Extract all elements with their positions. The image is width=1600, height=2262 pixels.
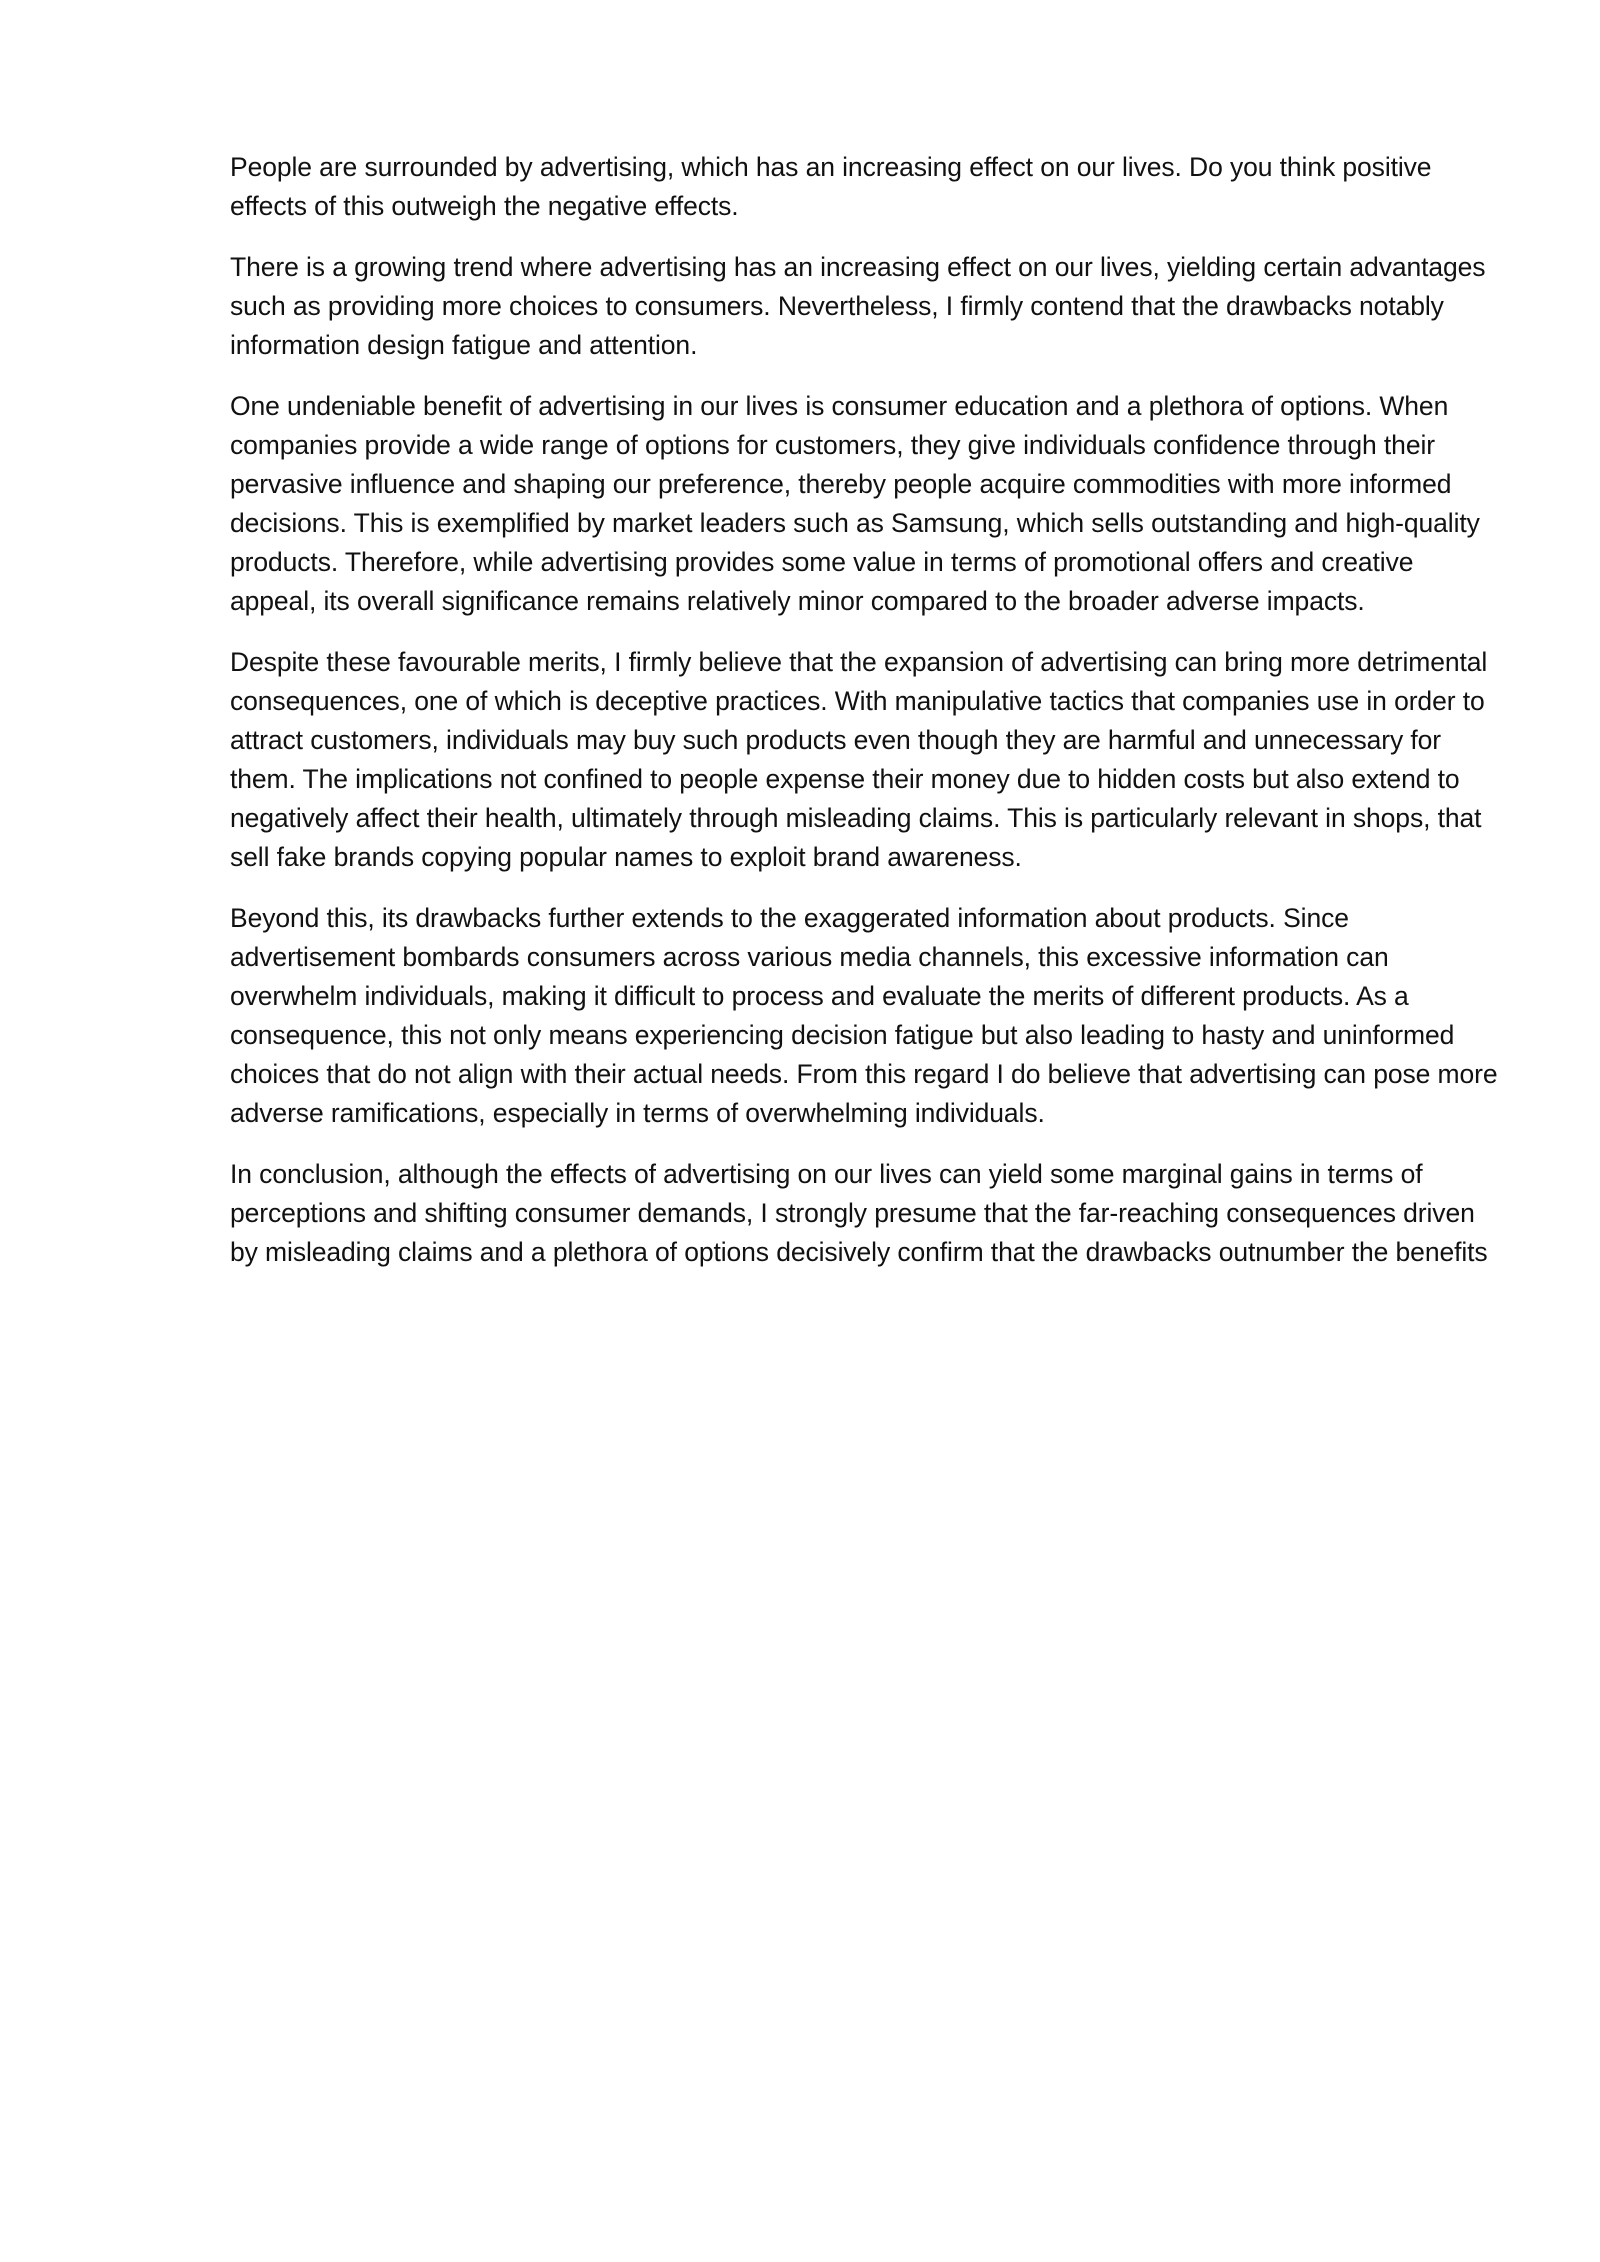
- body-paragraph-information-overload: Beyond this, its drawbacks further extends to the exaggerated information about products. Since advertisement bombards consumers across various media channels, this excessive information can overwhelm individuals, making it difficult to process and evaluate the merits of different products. As a consequence, this not only means experiencing decision fatigue but also leading to hasty and uninformed choices that do not align with their actual needs. From this regard I do believe that advertising can pose more adverse ramifications, especially in terms of overwhelming individuals.: [230, 903, 1498, 1128]
- body-paragraph-benefits: One undeniable benefit of advertising in our lives is consumer education and a plethora of options. When companies provide a wide range of options for customers, they give individuals confidence through their pervasive influence and shaping our preference, thereby people acquire commodities with more informed decisions. This is exemplified by market leaders such as Samsung, which sells outstanding and high-quality products. Therefore, while advertising provides some value in terms of promotional offers and creative appeal, its overall significance remains relatively minor compared to the broader adverse impacts.: [230, 391, 1480, 616]
- essay-prompt: People are surrounded by advertising, which has an increasing effect on our lives. Do you think positive effects of this outweigh the negative effects.: [230, 152, 1432, 221]
- document-body: [230, 148, 1500, 1294]
- introduction-paragraph: There is a growing trend where advertising has an increasing effect on our lives, yielding certain advantages such as providing more choices to consumers. Nevertheless, I firmly contend that the drawbacks notably information design fatigue and attention.: [230, 252, 1486, 360]
- body-paragraph-deceptive-practices: Despite these favourable merits, I firmly believe that the expansion of advertising can bring more detrimental consequences, one of which is deceptive practices. With manipulative tactics that companies use in order to attract customers, individuals may buy such products even though they are harmful and unnecessary for them. The implications not confined to people expense their money due to hidden costs but also extend to negatively affect their health, ultimately through misleading claims. This is particularly relevant in shops, that sell fake brands copying popular names to exploit brand awareness.: [230, 647, 1488, 872]
- conclusion-paragraph: In conclusion, although the effects of advertising on our lives can yield some marginal gains in terms of perceptions and shifting consumer demands, I strongly presume that the far-reaching consequences driven by misleading claims and a plethora of options decisively confirm that the drawbacks outnumber the benefits: [230, 1159, 1488, 1267]
